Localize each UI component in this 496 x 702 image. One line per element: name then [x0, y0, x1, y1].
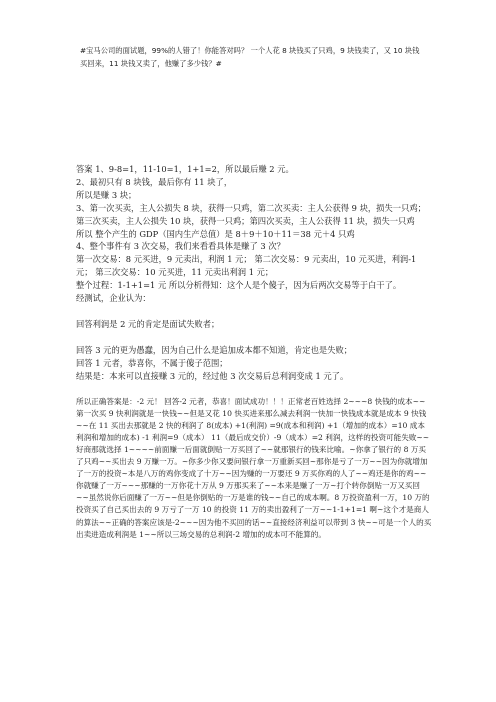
result-line: 结果是：本来可以直接赚 3 元的，经过他 3 次交易后总利润变成 1 元了。: [76, 370, 349, 381]
spacer: [76, 383, 432, 396]
answer-line: 第一次交易：8 元买进，9 元卖出，利润 1 元； 第二次交易：9 元卖出，10 元买进，利润-1 元； 第三次交易：10 元买进，11 元卖出利润 1 元；: [76, 254, 417, 278]
spacer: [76, 331, 432, 344]
answer-line: 2、最初只有 8 块钱，最后你有 11 块了，: [76, 176, 233, 187]
result-line: 回答 3 元的更为愚蠢，因为自己什么是追加成本都不知道，肯定也是失败；: [76, 344, 353, 355]
answer-line: 经测试，企业认为：: [76, 293, 151, 304]
answer-line: 答案 1、9-8=1，11-10=1，1+1=2，所以最后赚 2 元。: [76, 164, 294, 174]
answer-line: 整个过程：1-1+1=1 元 所以分析得知：这个人是个傻子，因为后两次交易等于白干了。: [76, 280, 402, 291]
result-line: 回答利润是 2 元的肯定是面试失败者；: [76, 318, 220, 329]
final-paragraph: 所以正确答案是：-2 元！ 回答-2 元者，恭喜！面试成功！！！正常老百姓选择 2~~~8 快钱的成本~~第一次买 9 快利润就是一快钱~~但是又花 10 快买进来那么减去利润一快加一快钱成本就是成本 9 快钱~~在 11 买出去那就是 2 快的利润了 8(成本) +1(利润) =9(成本和利润) +1（增加的成本）=10 成本利润和增加的成本) -1 利润=9（成本） 11（最后成交价）-9（成本）=2 利润，这样的投资可能失败~~好商那就选择 1~~~~前面赚一后面就倒贴一万买回了~~就那银行的钱来比喻。~你拿了银行的 8 万买了只鸡~~买出去 9 万赚一万。~你多少你又要问银行拿一万重新买回~那你是亏了一万~~因为你就增加了一万的投资~本是八万的鸡你变成了十万~~因为赚的一万要还 9 万买你鸡的人了~~鸡还是你的鸡~~你就赚了一万~~~那赚的一万你花十万从 9 万那买来了~~本来是赚了一万~打个转你倒贴一万又买回~~虽然说你后面赚了一万~~但是你倒贴的一万是谁的钱~~自己的成本啊。8 万投资盈利一万，10 万的投资买了自己买出去的 9 万亏了一万 10 的投资 11 万的卖出盈利了一万~~1-1+1=1 啊~这个才是商人的算法~~正确的答案应该是-2~~~因为他不买回的话~~直接经济利益可以带到 3 快~~可是一个人的买出卖进造成利润是 1~~所以三场交易的总利润-2 增加的成本可不能算的。: [76, 396, 432, 539]
answer-line: 4、整个事件有 3 次交易，我们来看看具体是赚了 3 次？: [76, 241, 285, 252]
result-line: 回答 1 元者，恭喜你，不属于傻子范围；: [76, 357, 228, 368]
answer-line: 3、第一次买卖，主人公损失 8 块，获得一只鸡，第二次买卖：主人公获得 9 块，损失一只鸡；第三次买卖，主人公损失 10 块，获得一只鸡；第四次买卖，主人公获得 11 块，损失一只鸡: [76, 202, 426, 226]
answer-line: 所以 整个产生的 GDP（国内生产总值）是 8＋9＋10＋11＝38 元＋4 只鸡: [76, 228, 355, 239]
document-body: [76, 163, 432, 541]
question-header: #宝马公司的面试题，99%的人错了！你能答对吗？ 一个人花 8 块钱买了只鸡，9 块钱卖了，又 10 块钱买回来，11 块钱又卖了，他赚了多少钱？#: [80, 46, 420, 68]
spacer: [76, 305, 432, 318]
answer-line: 所以是赚 3 块；: [76, 189, 137, 200]
